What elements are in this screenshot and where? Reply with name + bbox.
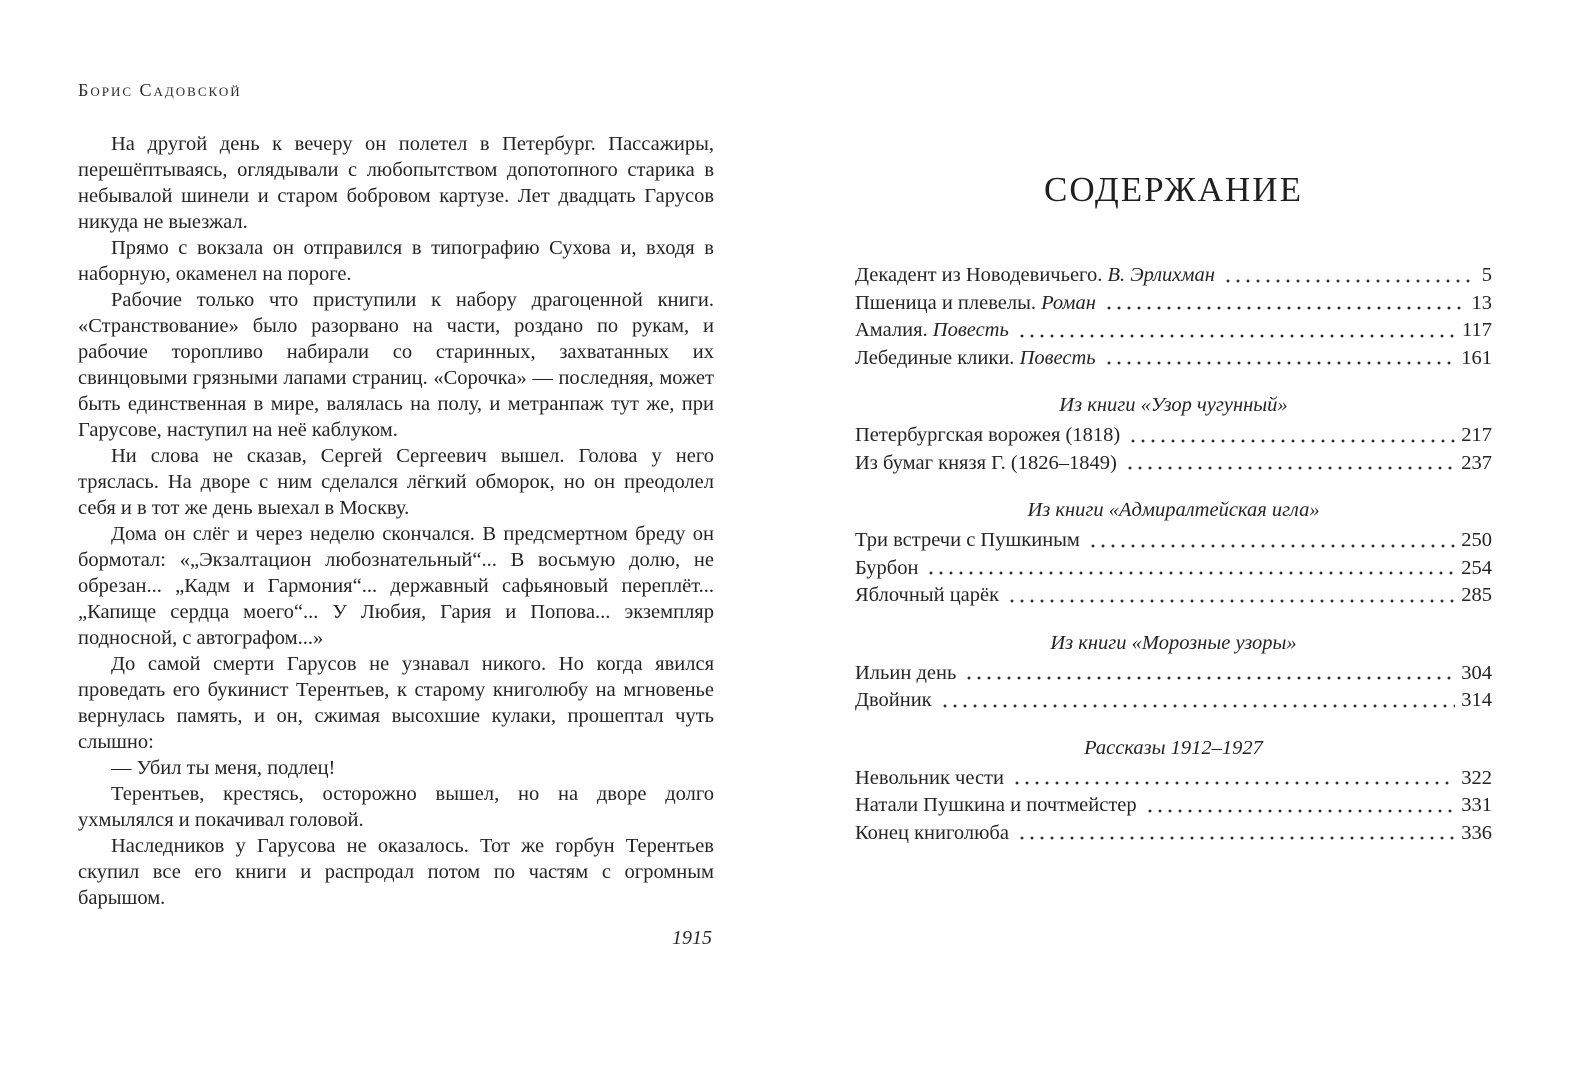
toc-row [855,345,1492,373]
toc-row [855,765,1492,793]
toc-row [855,450,1492,478]
toc-section-heading: Из книги «Морозные узоры» [1050,631,1297,654]
toc-entry-title-text: Лебединые клики. [855,346,1015,369]
toc-section [855,630,1492,715]
toc-entry-subtitle: Повесть [932,319,1009,341]
toc-entry-title-text: Двойник [855,689,932,711]
dot-leader [1102,345,1456,373]
toc-entry-title-text: Три встречи с Пушкиным [855,529,1080,551]
toc-entry-title-text: Пшеница и плевелы. [855,291,1037,314]
paragraph: Дома он слёг и через неделю скончался. В предсмертном бреду он бормотал: «„Экзалтацион любознательный“... В восьмую долю, не обрезан... „Кадм и Гармония“... державный сафьяновый переплёт... „Капище сердца моего“... У Любия, Гария и Попова... экземпляр подносной, с автографом...» [78,523,714,649]
body-text [78,131,714,911]
dot-leader [1010,765,1455,793]
dot-leader [1015,317,1456,345]
toc-page-number: 314 [1461,689,1492,711]
toc-entry-title [855,422,1120,450]
toc-page-number: 217 [1461,424,1492,446]
toc-page-number: 13 [1471,291,1492,314]
toc-section-heading: Рассказы 1912–1927 [1084,736,1263,759]
dot-leader [1126,422,1455,450]
toc-entry-title [855,527,1080,555]
dot-leader [1143,792,1456,820]
paragraph: Наследников у Гарусова не оказалось. Тот же горбун Терентьев скупил все его книги и распродал потом по частям с огромным барышом. [78,835,714,909]
toc-row [855,582,1492,610]
toc-row [855,290,1492,318]
toc-page-number: 5 [1481,264,1492,286]
toc-entry-title [855,262,1215,290]
toc-entry-subtitle: В. Эрлихман [1107,264,1215,286]
paragraph: До самой смерти Гарусов не узнавал никого. Но когда явился проведать его букинист Терентьев, к старому книголюбу на мгновенье вернулась память, и он, сжимая высохшие кулаки, прошептал чуть слышно: [78,653,714,753]
paragraph: — Убил ты меня, подлец! [111,757,336,779]
toc-row [855,555,1492,583]
toc-title: СОДЕРЖАНИЕ [1044,170,1303,209]
toc-page-number: 254 [1461,556,1492,579]
toc-page-number: 117 [1462,319,1492,341]
paragraph: На другой день к вечеру он полетел в Петербург. Пассажиры, перешёптываясь, оглядывали с любопытством допотопного старика в небывалой шинели и старом бобровом картузе. Лет двадцать Гарусов никуда не выезжал. [78,133,714,233]
toc-section-heading: Из книги «Узор чугунный» [1059,394,1288,416]
toc-page-number: 285 [1461,584,1492,606]
toc-row [855,820,1492,848]
toc-sections [855,262,1492,847]
toc-row [855,422,1492,450]
toc-entry-title [855,687,932,715]
toc-section [855,262,1492,372]
dot-leader [1015,820,1455,848]
toc-entry-title-text: Конец книголюба [855,821,1009,844]
left-page [78,80,714,950]
toc-page-number: 250 [1461,529,1492,551]
toc-entry-title [855,345,1096,373]
paragraph: Рабочие только что приступили к набору драгоценной книги. «Странствование» было разорвано на части, роздано по рукам, и рабочие торопливо набирали со старинных, захватанных их свинцовыми грязными лапами страниц. «Сорочка» — последняя, может быть единственная в мире, валялась на полу, и метранпаж тут же, при Гарусове, наступил на неё каблуком. [78,289,714,441]
dot-leader [1005,582,1455,610]
toc-entry-title-text: Ильин день [855,661,957,684]
toc-page-number: 331 [1461,794,1492,816]
toc-entry-title [855,317,1009,345]
toc-entry-title [855,450,1117,478]
toc-entry-title [855,660,956,688]
dot-leader [938,687,1456,715]
toc-entry-title-text: Бурбон [855,556,919,579]
toc-entry-title [855,765,1004,793]
toc-entry-title-text: Натали Пушкина и почтмейстер [855,794,1137,816]
toc-entry-title-text: Амалия. [855,319,928,341]
toc-entry-subtitle: Повесть [1019,346,1096,369]
toc-entry-title [855,820,1009,848]
dot-leader [924,555,1455,583]
toc-entry-title-text: Невольник чести [855,766,1004,789]
toc-entry-title [855,792,1137,820]
toc-row [855,527,1492,555]
toc-section [855,497,1492,610]
paragraph: Прямо с вокзала он отправился в типографию Сухова и, входя в наборную, окаменел на пороге. [78,237,714,285]
toc-entry-subtitle: Роман [1041,291,1096,314]
paragraph: Терентьев, крестясь, осторожно вышел, но на дворе долго ухмылялся и покачивал головой. [78,783,714,831]
toc-section [855,735,1492,848]
toc-section-heading: Из книги «Адмиралтейская игла» [1027,499,1320,521]
toc-row [855,317,1492,345]
dot-leader [1221,262,1476,290]
toc-entry-title-text: Из бумаг князя Г. (1826–1849) [855,451,1117,474]
toc-row [855,792,1492,820]
toc-page-number: 336 [1461,821,1492,844]
toc-page-number: 161 [1461,346,1492,369]
toc-row [855,660,1492,688]
dot-leader [1123,450,1455,478]
toc-row [855,687,1492,715]
toc-page-number: 237 [1461,451,1492,474]
running-header: Борис Садовской [78,80,242,100]
toc-row [855,262,1492,290]
toc-entry-title-text: Декадент из Новодевичьего. [855,264,1103,286]
toc-page-number: 304 [1461,661,1492,684]
dot-leader [1102,290,1466,318]
toc-entry-title-text: Петербургская ворожея (1818) [855,424,1121,446]
dot-leader [962,660,1455,688]
toc-entry-title [855,555,918,583]
dot-leader [1086,527,1455,555]
toc-entry-title [855,290,1096,318]
toc-entry-title [855,582,999,610]
toc-page-number: 322 [1461,766,1492,789]
toc-entry-title-text: Яблочный царёк [855,584,1000,606]
toc-section [855,392,1492,477]
right-page [855,170,1492,847]
date-signature: 1915 [672,927,712,949]
paragraph: Ни слова не сказав, Сергей Сергеевич вышел. Голова у него тряслась. На дворе с ним сделался лёгкий обморок, но он преодолел себя и в тот же день выехал в Москву. [78,445,714,519]
